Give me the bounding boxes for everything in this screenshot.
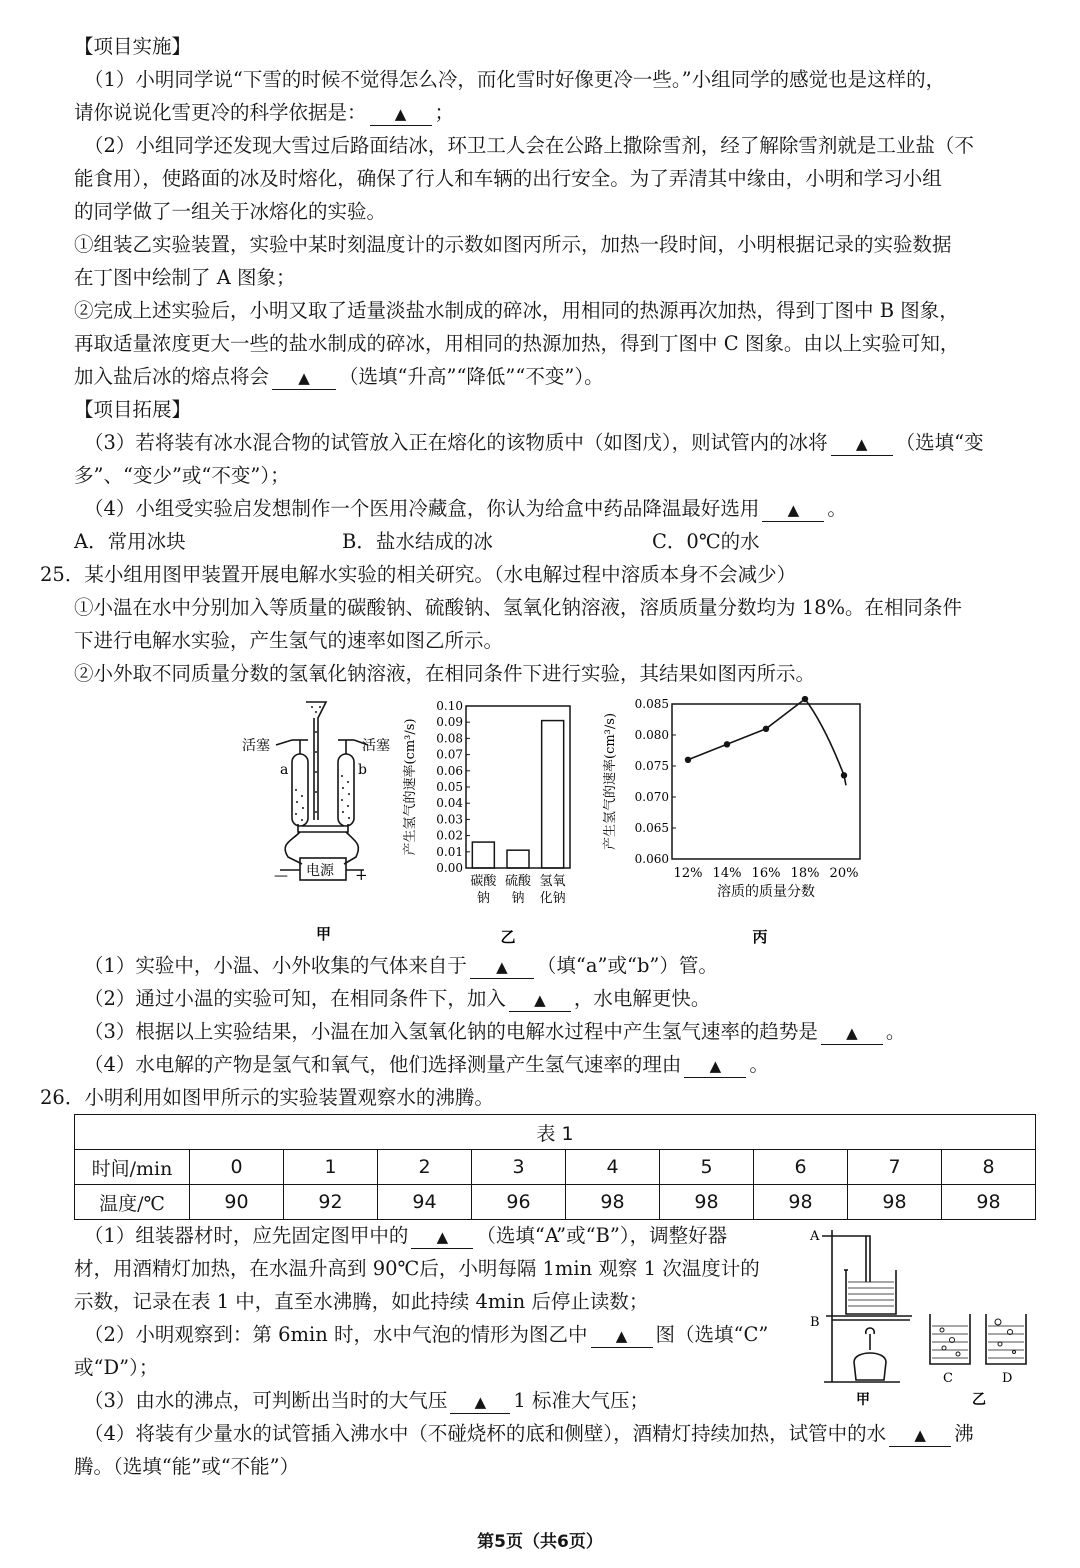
table-row-temp xyxy=(75,1185,1036,1220)
line-chart-ylabel: 产生氢气的速率(cm³/s) xyxy=(603,712,618,851)
line-chart-category-label: 14% xyxy=(712,866,742,881)
line-chart-tick-label: 0.080 xyxy=(634,728,669,742)
beaker-c-label: C xyxy=(943,1371,953,1386)
table-cell: 92 xyxy=(284,1185,378,1220)
bar-chart-tick-label: 0.01 xyxy=(436,844,463,859)
line-chart-tick-label: 0.075 xyxy=(634,759,669,773)
ring-b-label: B xyxy=(810,1315,820,1330)
bar-chart-category-label: 碳酸 xyxy=(470,874,497,889)
answer-blank xyxy=(272,366,336,390)
bar-chart-ylabel: 产生氢气的速率(cm³/s) xyxy=(403,718,418,856)
p25-q1-choices: （填“a”或“b”）管。 xyxy=(536,954,718,977)
p26-q2-choices: 图（选填“C” xyxy=(655,1323,769,1346)
line-chart-point xyxy=(763,726,769,732)
line-chart-point xyxy=(685,757,691,763)
bar-chart-tick-label: 0.04 xyxy=(436,796,463,811)
line-chart-caption: 丙 xyxy=(752,928,768,946)
bar-chart-category-label: 钠 xyxy=(476,891,490,906)
table-cell: 98 xyxy=(660,1185,754,1220)
line-chart-tick-label: 0.070 xyxy=(634,790,669,804)
option-c: C．0℃的水 xyxy=(652,530,760,553)
triangle-mark: ▲ xyxy=(394,105,407,123)
table-row-time xyxy=(75,1150,1036,1185)
p26-q1-text: （1）组装器材时，应先固定图甲中的 xyxy=(84,1224,409,1247)
bar-chart-tick-label: 0.08 xyxy=(436,731,463,746)
answer-blank xyxy=(370,102,432,126)
answer-blank xyxy=(821,1021,883,1045)
bar-chart-tick-label: 0.05 xyxy=(436,780,463,794)
answer-blank xyxy=(450,1390,510,1414)
q2-line-1: （2）小组同学还发现大雪过后路面结冰，环卫工人会在公路上撒除雪剂，经了解除雪剂就是工业盐（不 xyxy=(84,134,974,157)
p25-q4-text: （4）水电解的产物是氢气和氧气，他们选择测量产生氢气速率的理由 xyxy=(84,1053,682,1076)
table-cell: 98 xyxy=(566,1185,660,1220)
triangle-mark: ▲ xyxy=(709,1057,722,1075)
p25-q3-text: （3）根据以上实验结果，小温在加入氢氧化钠的电解水过程中产生氢气速率的趋势是 xyxy=(84,1020,818,1043)
p25-q2-end: ，水电解更快。 xyxy=(573,987,711,1010)
table-cell: 7 xyxy=(848,1150,942,1185)
line-chart-category-label: 16% xyxy=(751,866,781,881)
p25-q2-text: （2）通过小温的实验可知，在相同条件下，加入 xyxy=(84,987,506,1010)
table-cell: 2 xyxy=(378,1150,472,1185)
table-cell: 6 xyxy=(754,1150,848,1185)
line-chart-curve xyxy=(688,699,846,785)
table-cell: 94 xyxy=(378,1185,472,1220)
triangle-mark: ▲ xyxy=(298,369,310,387)
p25-line-3: 下进行电解水实验，产生氢气的速率如图乙所示。 xyxy=(74,629,504,652)
q2-step2-line-2: 再取适量浓度更大一些的盐水制成的碎冰，用相同的热源加热，得到丁图中 C 图象。由以上实验可知， xyxy=(74,332,960,355)
bar-chart-category-label: 化钠 xyxy=(539,891,566,906)
table-cell: 1 xyxy=(284,1150,378,1185)
p25-q3-line xyxy=(84,1016,905,1048)
bar-chart-bar xyxy=(472,842,494,868)
data-table xyxy=(74,1114,1036,1220)
bar-chart-tick-label: 0.10 xyxy=(436,699,463,713)
boiling-apparatus-figure xyxy=(800,1222,1050,1412)
bar-chart-frame xyxy=(466,706,570,868)
answer-blank xyxy=(470,955,534,979)
q2-step1-line-2: 在丁图中绘制了 A 图象； xyxy=(74,266,296,289)
q3-choices: （选填“变 xyxy=(895,431,984,454)
triangle-mark: ▲ xyxy=(914,1426,926,1444)
table-row-head: 时间/min xyxy=(75,1150,190,1185)
q2-line-2: 能食用），使路面的冰及时熔化，确保了行人和车辆的出行安全。为了弄清其中缘由，小明和学习小组 xyxy=(74,167,942,190)
positive-terminal-label: + xyxy=(355,866,368,884)
p26-q1-line-1 xyxy=(84,1220,727,1252)
answer-blank xyxy=(411,1225,473,1249)
p25-q3-end: 。 xyxy=(885,1020,906,1043)
table-cell: 98 xyxy=(848,1185,942,1220)
p25-q1-text: （1）实验中，小温、小外收集的气体来自于 xyxy=(84,954,467,977)
triangle-mark: ▲ xyxy=(474,1393,487,1411)
triangle-mark: ▲ xyxy=(436,1228,449,1246)
table-cell: 8 xyxy=(942,1150,1036,1185)
figure-26-yi-caption: 乙 xyxy=(972,1392,986,1408)
table-cell: 3 xyxy=(472,1150,566,1185)
bar-chart-bar xyxy=(542,721,564,868)
p25-q4-end: 。 xyxy=(749,1053,769,1076)
valve-right-label: 活塞 xyxy=(362,738,390,754)
line-chart-tick-label: 0.065 xyxy=(634,821,669,835)
tube-b-label: b xyxy=(358,762,367,778)
bar-chart-tick-label: 0.00 xyxy=(436,861,463,875)
triangle-mark: ▲ xyxy=(846,1024,858,1042)
triangle-mark: ▲ xyxy=(787,501,800,519)
line-chart-tick-label: 0.060 xyxy=(634,852,669,866)
answer-blank xyxy=(684,1054,746,1078)
table-cell: 4 xyxy=(566,1150,660,1185)
answer-blank xyxy=(509,988,571,1012)
q4-text: （4）小组受实验启发想制作一个医用冷藏盒，你认为给盒中药品降温最好选用 xyxy=(84,497,760,520)
p26-q4-line-1 xyxy=(84,1418,974,1450)
bar-chart-tick-label: 0.07 xyxy=(436,747,463,762)
line-chart-bing xyxy=(600,692,870,952)
electrolysis-apparatus-figure xyxy=(240,692,390,952)
bar-chart-category-label: 硫酸 xyxy=(504,874,532,889)
q2-step1-line-1: ①组装乙实验装置，实验中某时刻温度计的示数如图丙所示，加热一段时间，小明根据记录的实验数据 xyxy=(74,233,952,256)
table-cell: 98 xyxy=(754,1185,848,1220)
line-chart-category-label: 12% xyxy=(673,866,703,881)
bar-chart-tick-label: 0.09 xyxy=(436,715,463,730)
p25-q4-line xyxy=(84,1049,769,1081)
negative-terminal-label: — xyxy=(274,868,288,884)
figure-jia-caption: 甲 xyxy=(316,925,332,943)
p26-q3-end: 1 标准大气压； xyxy=(513,1389,650,1412)
p26-q2-line-1 xyxy=(84,1319,768,1351)
p26-q4-line-2: 腾。（选填“能”或“不能”） xyxy=(74,1455,300,1478)
p26-q3-text: （3）由水的沸点，可判断出当时的大气压 xyxy=(84,1389,448,1412)
tube-a-label: a xyxy=(280,762,289,778)
answer-blank xyxy=(762,498,824,522)
bar-chart-yi xyxy=(400,692,590,952)
bar-chart-tick-label: 0.02 xyxy=(436,828,463,843)
bar-chart-bar xyxy=(507,850,529,868)
p26-q4-text: （4）将装有少量水的试管插入沸水中（不碰烧杯的底和侧壁），酒精灯持续加热，试管中的水 xyxy=(84,1422,887,1445)
bar-chart-caption: 乙 xyxy=(500,928,516,946)
p26-q2-text: （2）小明观察到：第 6min 时，水中气泡的情形为图乙中 xyxy=(84,1323,588,1346)
clamp-a-label: A xyxy=(810,1229,820,1244)
bar-chart-category-label: 钠 xyxy=(511,891,525,906)
p25-line-2: ①小温在水中分别加入等质量的碳酸钠、硫酸钠、氢氧化钠溶液，溶质质量分数均为 18%。在相同条件 xyxy=(74,596,963,619)
section-heading-extension: 【项目拓展】 xyxy=(74,398,192,421)
triangle-mark: ▲ xyxy=(534,991,546,1009)
table-cell: 5 xyxy=(660,1150,754,1185)
table-cell: 98 xyxy=(942,1185,1036,1220)
line-chart-category-label: 20% xyxy=(829,866,859,881)
bar-chart-tick-label: 0.03 xyxy=(436,812,463,827)
p26-q1-choices: （选填“A”或“B”），调整好器 xyxy=(476,1224,728,1247)
triangle-mark: ▲ xyxy=(496,958,508,976)
q2-text: 加入盐后冰的熔点将会 xyxy=(74,365,270,388)
line-chart-point xyxy=(724,741,730,747)
p26-q2-line-2: 或“D”）； xyxy=(74,1356,159,1379)
q1-line-2 xyxy=(74,97,454,129)
q2-step2-line-3 xyxy=(74,361,604,393)
section-heading-implementation: 【项目实施】 xyxy=(74,35,192,58)
valve-left-label: 活塞 xyxy=(242,738,270,754)
q3-line-1 xyxy=(84,427,984,459)
q3-text: （3）若将装有冰水混合物的试管放入正在熔化的该物质中（如图戊），则试管内的冰将 xyxy=(84,431,828,454)
beaker-d-label: D xyxy=(1002,1371,1013,1386)
triangle-mark: ▲ xyxy=(615,1327,628,1345)
answer-blank xyxy=(591,1324,653,1348)
p25-line-1: 25．某小组用图甲装置开展电解水实验的相关研究。（水电解过程中溶质本身不会减少） xyxy=(40,563,797,586)
p25-q2-line xyxy=(84,983,710,1015)
option-a: A．常用冰块 xyxy=(74,530,186,553)
option-b: B．盐水结成的冰 xyxy=(342,530,493,553)
p25-q1-line xyxy=(84,950,718,982)
q2-line-3: 的同学做了一组关于冰熔化的实验。 xyxy=(74,200,387,223)
line-chart-category-label: 18% xyxy=(790,866,820,881)
answer-blank xyxy=(831,432,893,456)
power-supply-label: 电源 xyxy=(306,863,334,879)
p26-q4-end: 沸 xyxy=(954,1422,974,1445)
line-chart-tick-label: 0.085 xyxy=(634,697,669,711)
line-chart-xlabel: 溶质的质量分数 xyxy=(717,884,815,900)
q1-end: ； xyxy=(434,101,455,124)
table-cell: 96 xyxy=(472,1185,566,1220)
line-chart-point xyxy=(802,696,808,702)
p26-q1-line-3: 示数，记录在表 1 中，直至水沸腾，如此持续 4min 后停止读数； xyxy=(74,1290,649,1313)
triangle-mark: ▲ xyxy=(855,435,868,453)
figure-26-jia-caption: 甲 xyxy=(856,1392,870,1408)
table-cell: 90 xyxy=(190,1185,284,1220)
line-chart-point xyxy=(841,772,847,778)
page-footer: 第5页（共6页） xyxy=(477,1532,603,1552)
table-row-head: 温度/℃ xyxy=(75,1185,190,1220)
p26-intro: 26．小明利用如图甲所示的实验装置观察水的沸腾。 xyxy=(40,1086,494,1109)
q2-choices: （选填“升高”“降低”“不变”）。 xyxy=(339,365,604,388)
bar-chart-tick-label: 0.06 xyxy=(436,763,463,778)
q2-step2-line-1: ②完成上述实验后，小明又取了适量淡盐水制成的碎冰，用相同的热源再次加热，得到丁图中 B 图象， xyxy=(74,299,959,322)
q4-end: 。 xyxy=(827,497,847,520)
table-cell: 0 xyxy=(190,1150,284,1185)
q4-line xyxy=(84,493,847,525)
answer-blank xyxy=(889,1423,951,1447)
q1-line-1: （1）小明同学说“下雪的时候不觉得怎么冷，而化雪时好像更冷一些。”小组同学的感觉也是这样的， xyxy=(84,68,946,91)
p26-q1-line-2: 材，用酒精灯加热，在水温升高到 90℃后，小明每隔 1min 观察 1 次温度计的 xyxy=(74,1257,760,1280)
p26-q3-line xyxy=(84,1385,649,1417)
p25-line-4: ②小外取不同质量分数的氢氧化钠溶液，在相同条件下进行实验，其结果如图丙所示。 xyxy=(74,662,816,685)
table-title: 表 1 xyxy=(75,1115,1036,1150)
q3-line-2: 多”、“变少”或“不变”）； xyxy=(74,464,290,487)
q1-text: 请你说说化雪更冷的科学依据是： xyxy=(74,101,367,124)
bar-chart-category-label: 氢氧 xyxy=(539,874,566,889)
